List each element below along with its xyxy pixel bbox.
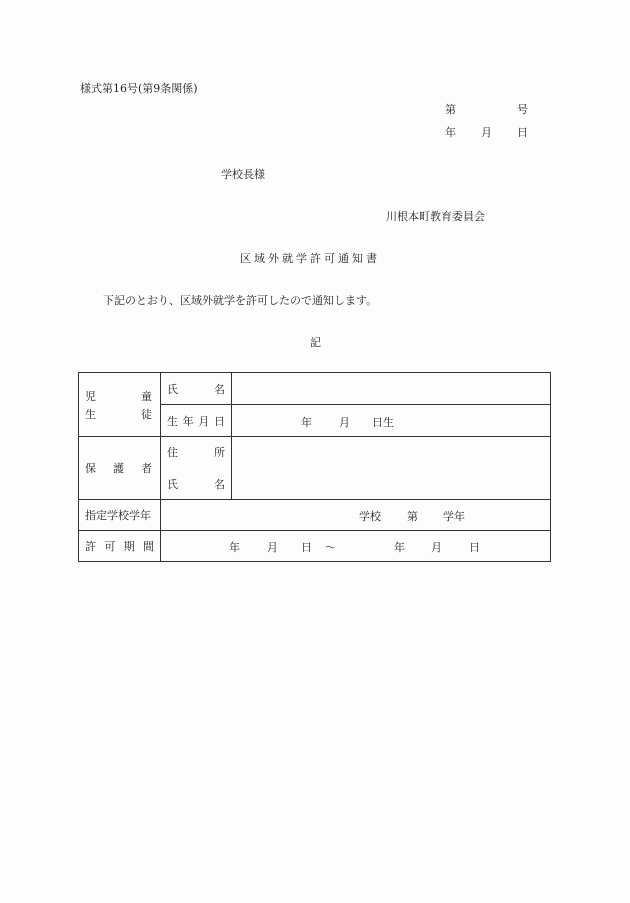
guardian-label-cell xyxy=(79,437,161,500)
period-nichi2: 日 xyxy=(469,541,480,554)
student-name-label-shi: 氏 xyxy=(167,382,178,396)
period-gatsu2: 月 xyxy=(431,541,442,554)
reference-number xyxy=(445,101,528,117)
guardian-value-cell xyxy=(232,437,551,500)
student-label-sei: 生 xyxy=(85,407,96,421)
address-label-ju: 住 xyxy=(167,446,178,459)
ki-label: 記 xyxy=(310,336,321,349)
student-name-label-mei: 名 xyxy=(214,382,225,396)
date-nen: 年 xyxy=(445,126,456,139)
period-value-cell xyxy=(161,531,551,562)
birth-label-hi: 日 xyxy=(213,414,225,428)
birth-label-cell xyxy=(161,405,232,437)
document-title: 区域外就学許可通知書 xyxy=(240,252,380,265)
birth-nichi: 日生 xyxy=(372,415,394,429)
school-gakko: 学校 xyxy=(359,510,381,523)
ref-go: 号 xyxy=(517,103,528,116)
guardian-labels-cell xyxy=(161,437,232,500)
student-name-value xyxy=(232,373,551,405)
school-label: 指定学校学年 xyxy=(85,509,151,522)
address-label-sho: 所 xyxy=(214,446,225,459)
student-label-to: 徒 xyxy=(141,407,152,421)
birth-label-nen: 年 xyxy=(182,414,194,428)
period-label-kyo: 許 xyxy=(85,540,96,553)
birth-nen: 年 xyxy=(301,415,312,429)
period-label-ki: 期 xyxy=(123,540,135,553)
guardian-name-label-shi: 氏 xyxy=(167,478,178,491)
form-number: 様式第16号(第9条関係) xyxy=(80,82,198,95)
birth-label-tsuki: 月 xyxy=(198,414,210,428)
issuer: 川根本町教育委員会 xyxy=(386,210,485,223)
student-label-dou: 童 xyxy=(141,389,152,403)
guardian-label-sha: 者 xyxy=(141,462,152,475)
school-dai: 第 xyxy=(407,510,418,523)
addressee: 学校長様 xyxy=(221,168,265,181)
period-nen2: 年 xyxy=(394,541,405,554)
period-label-kan: 間 xyxy=(142,540,154,553)
birth-gatsu: 月 xyxy=(339,415,350,429)
guardian-name-label-mei: 名 xyxy=(214,478,225,491)
period-nen1: 年 xyxy=(229,541,240,554)
student-label-ji: 児 xyxy=(85,389,96,403)
period-label-ka: 可 xyxy=(104,540,116,553)
period-gatsu1: 月 xyxy=(267,541,278,554)
period-label-cell xyxy=(79,531,161,562)
date-nichi: 日 xyxy=(517,126,528,139)
student-name-label-cell xyxy=(161,373,232,405)
date-gatsu: 月 xyxy=(481,126,492,139)
birth-label-sei: 生 xyxy=(167,414,178,428)
body-text: 下記のとおり、区域外就学を許可したので通知します。 xyxy=(103,294,378,307)
school-value-cell xyxy=(161,500,551,531)
ref-dai: 第 xyxy=(445,103,456,116)
period-nichi1: 日 xyxy=(301,541,312,554)
issue-date xyxy=(445,124,528,140)
period-tilde: 〜 xyxy=(325,541,336,554)
guardian-label-ho: 保 xyxy=(85,462,96,475)
school-label-cell xyxy=(79,500,161,531)
permission-table xyxy=(78,372,551,562)
birth-value-cell xyxy=(232,405,551,437)
school-gakunen: 学年 xyxy=(443,510,465,523)
guardian-label-go: 護 xyxy=(113,462,124,475)
student-label-cell xyxy=(79,373,161,437)
